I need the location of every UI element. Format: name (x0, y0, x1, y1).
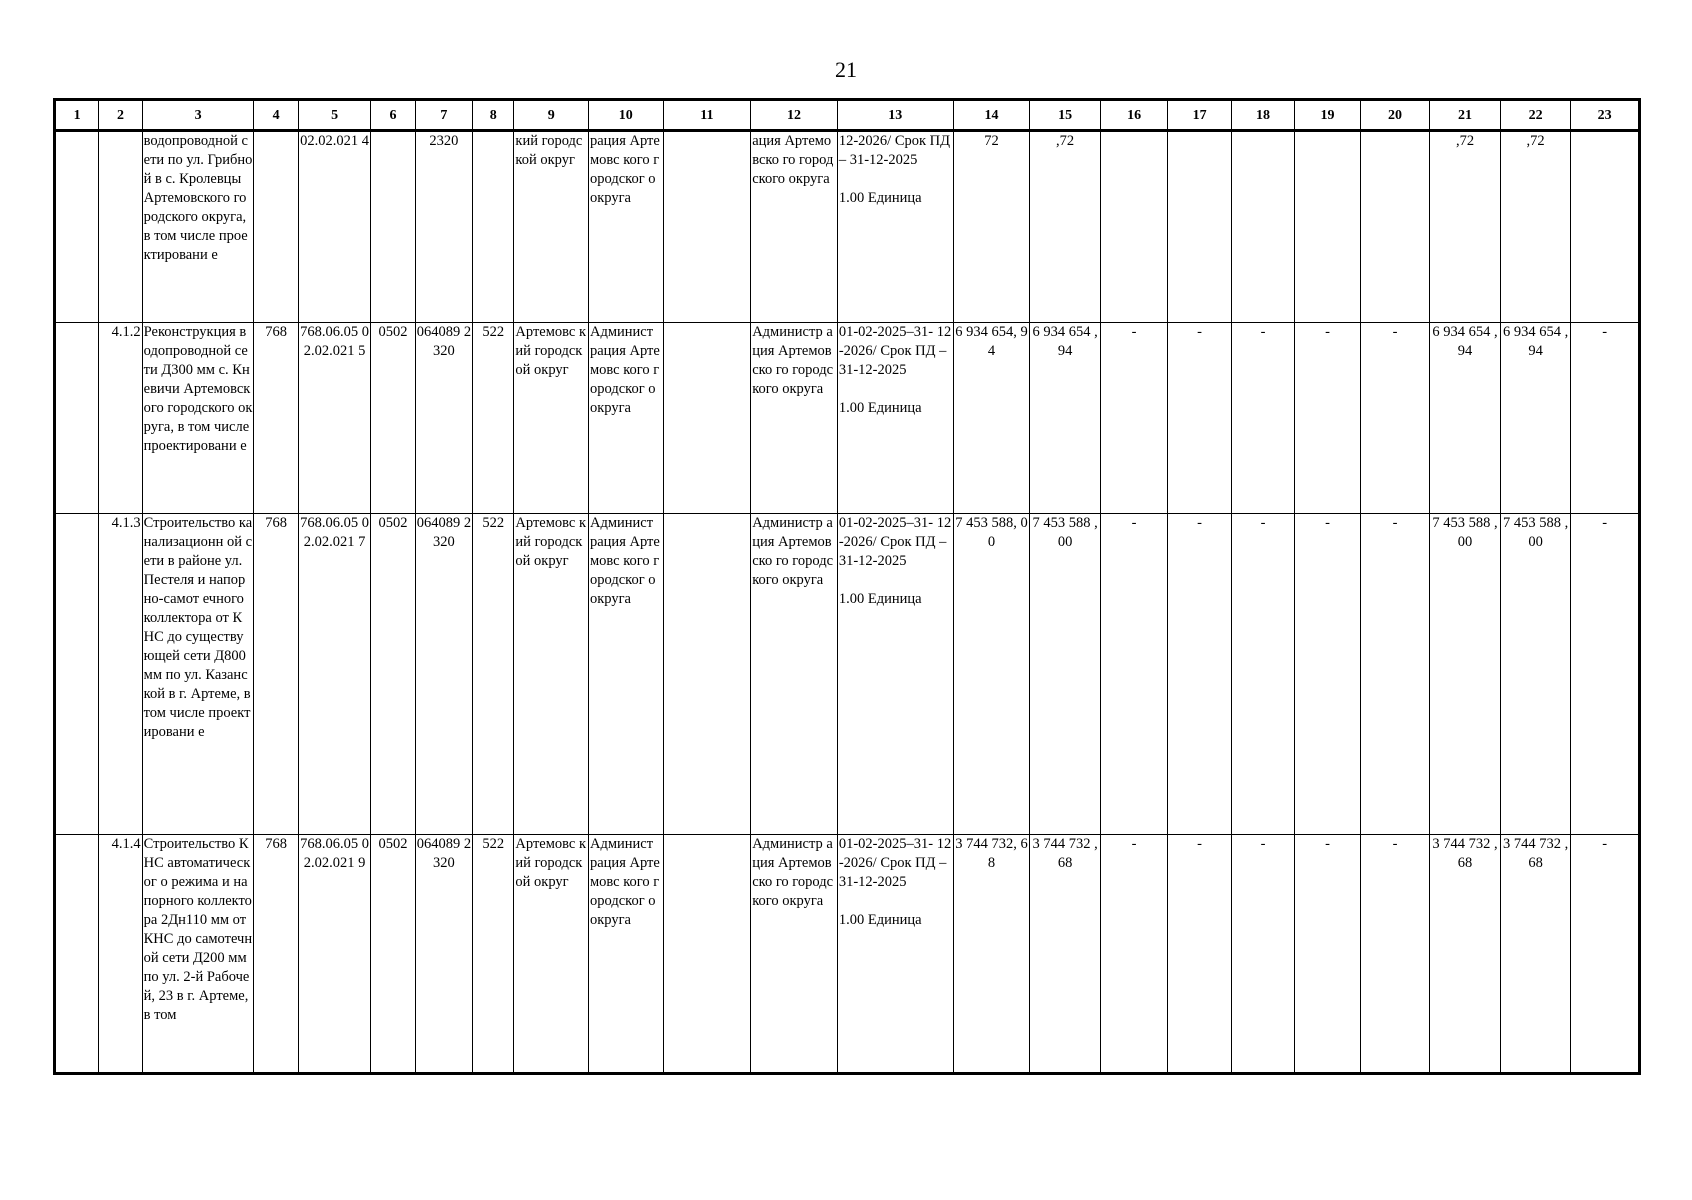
cell-col-17: - (1168, 835, 1231, 1074)
cell-col-17 (1168, 131, 1231, 323)
cell-col-23: - (1571, 835, 1640, 1074)
column-header: 10 (588, 100, 663, 131)
cell-col-11 (663, 514, 751, 835)
cell-col-10: Админист рация Артемовс кого городског о округа (588, 323, 663, 514)
cell-col-6: 0502 (371, 514, 415, 835)
cell-col-10: Админист рация Артемовс кого городског о округа (588, 514, 663, 835)
cell-col-8: 522 (473, 323, 514, 514)
cell-col-16: - (1100, 514, 1168, 835)
cell-object-name: Строительство канализационн ой сети в районе ул. Пестеля и напорно-самот ечного коллектора от КНС до существующей сети Д800 мм по ул. Казанской в г. Артеме, в том числе проектировани е (142, 514, 254, 835)
cell-col-11 (663, 835, 751, 1074)
cell-col-6 (371, 131, 415, 323)
unit-text: 1.00 Единица (838, 912, 922, 928)
cell-col-6: 0502 (371, 835, 415, 1074)
cell-col-8 (473, 131, 514, 323)
cell-col-21: ,72 (1430, 131, 1501, 323)
cell-col-22: 3 744 732 ,68 (1500, 835, 1571, 1074)
table-row (55, 131, 1640, 323)
cell-col-5: 768.06.05 02.02.021 7 (298, 514, 371, 835)
cell-col-15: 7 453 588 ,00 (1030, 514, 1101, 835)
cell-col-18 (1231, 131, 1294, 323)
column-header: 11 (663, 100, 751, 131)
cell-col-9: Артемовс кий городской округ (514, 323, 589, 514)
cell-item-number: 4.1.4 (99, 835, 142, 1074)
cell-item-number: 4.1.3 (99, 514, 142, 835)
cell-col-19: - (1295, 835, 1360, 1074)
cell-col-18: - (1231, 514, 1294, 835)
column-header: 18 (1231, 100, 1294, 131)
cell-col-4 (254, 131, 298, 323)
table-row (55, 514, 1640, 835)
cell-object-name: водопроводной сети по ул. Грибной в с. Кролевцы Артемовского городского округа, в том числе проектировани е (142, 131, 254, 323)
cell-col-22: 6 934 654 ,94 (1500, 323, 1571, 514)
cell-col-1 (55, 514, 99, 835)
cell-col-16: - (1100, 835, 1168, 1074)
cell-col-8: 522 (473, 514, 514, 835)
column-header: 13 (837, 100, 953, 131)
cell-col-21: 3 744 732 ,68 (1430, 835, 1501, 1074)
cell-col-15: ,72 (1030, 131, 1101, 323)
cell-col-12: ация Артемовско го городского округа (751, 131, 838, 323)
cell-col-9: Артемовс кий городской округ (514, 835, 589, 1074)
cell-col-7: 2320 (415, 131, 472, 323)
cell-col-12: Администр ация Артемовско го городского округа (751, 323, 838, 514)
cell-col-14: 72 (953, 131, 1030, 323)
cell-col-20: - (1360, 514, 1430, 835)
cell-col-14: 6 934 654, 94 (953, 323, 1030, 514)
cell-col-20: - (1360, 835, 1430, 1074)
cell-col-13 (837, 514, 953, 835)
cell-col-9: Артемовс кий городской округ (514, 514, 589, 835)
cell-col-7: 064089 2320 (415, 835, 472, 1074)
cell-col-7: 064089 2320 (415, 323, 472, 514)
cell-col-22: ,72 (1500, 131, 1571, 323)
column-header: 14 (953, 100, 1030, 131)
column-header: 16 (1100, 100, 1168, 131)
column-header: 19 (1295, 100, 1360, 131)
cell-col-8: 522 (473, 835, 514, 1074)
cell-col-21: 7 453 588 ,00 (1430, 514, 1501, 835)
cell-col-14: 3 744 732, 68 (953, 835, 1030, 1074)
cell-col-12: Администр ация Артемовско го городского округа (751, 514, 838, 835)
cell-col-9: кий городской округ (514, 131, 589, 323)
header-row (55, 100, 1640, 131)
table-row (55, 835, 1640, 1074)
cell-col-19 (1295, 131, 1360, 323)
cell-col-18: - (1231, 835, 1294, 1074)
cell-col-15: 3 744 732 ,68 (1030, 835, 1101, 1074)
cell-col-19: - (1295, 514, 1360, 835)
column-header: 2 (99, 100, 142, 131)
period-text: 01-02-2025–31- 12-2026/ Срок ПД – 31-12-2025 (838, 324, 952, 378)
budget-table (53, 98, 1641, 1075)
cell-col-1 (55, 835, 99, 1074)
cell-col-13 (837, 835, 953, 1074)
cell-col-20 (1360, 131, 1430, 323)
column-header: 15 (1030, 100, 1101, 131)
cell-col-7: 064089 2320 (415, 514, 472, 835)
cell-col-5: 768.06.05 02.02.021 5 (298, 323, 371, 514)
column-header: 22 (1500, 100, 1571, 131)
unit-text: 1.00 Единица (838, 190, 922, 206)
cell-col-18: - (1231, 323, 1294, 514)
cell-col-11 (663, 131, 751, 323)
column-header: 1 (55, 100, 99, 131)
column-header: 12 (751, 100, 838, 131)
cell-col-10: рация Артемовс кого городског о округа (588, 131, 663, 323)
cell-col-14: 7 453 588, 00 (953, 514, 1030, 835)
cell-col-15: 6 934 654 ,94 (1030, 323, 1101, 514)
cell-col-17: - (1168, 323, 1231, 514)
cell-col-23 (1571, 131, 1640, 323)
cell-col-4: 768 (254, 323, 298, 514)
unit-text: 1.00 Единица (838, 591, 922, 607)
column-header: 8 (473, 100, 514, 131)
cell-col-22: 7 453 588 ,00 (1500, 514, 1571, 835)
cell-col-1 (55, 131, 99, 323)
cell-col-16: - (1100, 323, 1168, 514)
cell-col-4: 768 (254, 514, 298, 835)
period-text: 01-02-2025–31- 12-2026/ Срок ПД – 31-12-2025 (838, 515, 952, 569)
column-header: 9 (514, 100, 589, 131)
cell-item-number (99, 131, 142, 323)
cell-col-20: - (1360, 323, 1430, 514)
column-header: 20 (1360, 100, 1430, 131)
cell-col-16 (1100, 131, 1168, 323)
unit-text: 1.00 Единица (838, 400, 922, 416)
cell-col-13 (837, 131, 953, 323)
column-header: 6 (371, 100, 415, 131)
column-header: 7 (415, 100, 472, 131)
cell-col-5: 02.02.021 4 (298, 131, 371, 323)
cell-col-21: 6 934 654 ,94 (1430, 323, 1501, 514)
period-text: 12-2026/ Срок ПД – 31-12-2025 (838, 133, 951, 168)
cell-col-12: Администр ация Артемовско го городского округа (751, 835, 838, 1074)
column-header: 17 (1168, 100, 1231, 131)
cell-item-number: 4.1.2 (99, 323, 142, 514)
page-number: 21 (835, 57, 857, 82)
period-text: 01-02-2025–31- 12-2026/ Срок ПД – 31-12-2025 (838, 836, 952, 890)
cell-col-17: - (1168, 514, 1231, 835)
cell-col-6: 0502 (371, 323, 415, 514)
cell-object-name: Реконструкция водопроводной сети Д300 мм с. Кневичи Артемовского городского округа, в том числе проектировани е (142, 323, 254, 514)
column-header: 5 (298, 100, 371, 131)
cell-col-23: - (1571, 323, 1640, 514)
cell-object-name: Строительство КНС автоматическог о режима и напорного коллектора 2Дн110 мм от КНС до самотечной сети Д200 мм по ул. 2-й Рабочей, 23 в г. Артеме, в том (142, 835, 254, 1074)
cell-col-23: - (1571, 514, 1640, 835)
cell-col-13 (837, 323, 953, 514)
cell-col-4: 768 (254, 835, 298, 1074)
cell-col-1 (55, 323, 99, 514)
cell-col-11 (663, 323, 751, 514)
column-header: 23 (1571, 100, 1640, 131)
table-row (55, 323, 1640, 514)
cell-col-19: - (1295, 323, 1360, 514)
column-header: 21 (1430, 100, 1501, 131)
cell-col-10: Админист рация Артемовс кого городског о округа (588, 835, 663, 1074)
column-header: 3 (142, 100, 254, 131)
cell-col-5: 768.06.05 02.02.021 9 (298, 835, 371, 1074)
column-header: 4 (254, 100, 298, 131)
